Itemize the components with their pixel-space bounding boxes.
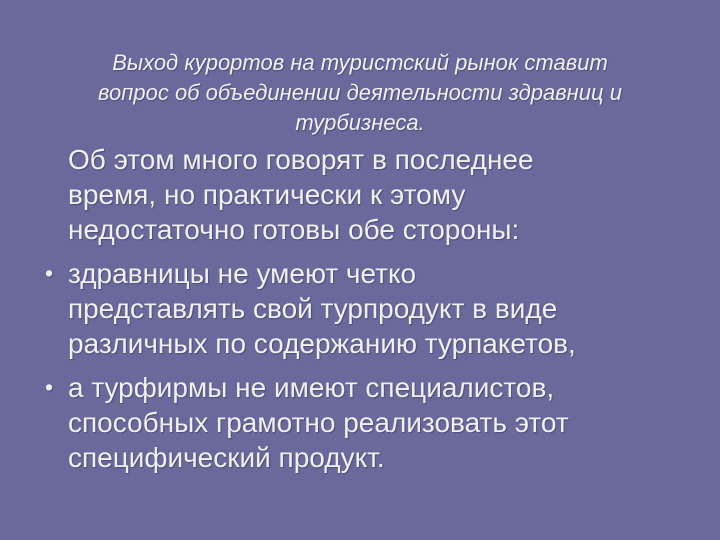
intro-line: Об этом много говорят в последнее xyxy=(68,144,534,175)
bullet-text xyxy=(68,370,690,475)
slide-title-line: турбизнеса. xyxy=(295,110,425,135)
bullet-line: представлять свой турпродукт в виде xyxy=(68,293,558,324)
intro-line: недостаточно готовы обе стороны: xyxy=(68,214,520,245)
bullet-item xyxy=(40,256,690,361)
bullet-line: специфический продукт. xyxy=(68,442,385,473)
bullet-marker-icon: • xyxy=(45,374,54,400)
bullet-line: а турфирмы не имеют специалистов, xyxy=(68,372,555,403)
bullet-text xyxy=(68,256,690,361)
slide-body xyxy=(40,142,690,475)
intro-line: время, но практически к этому xyxy=(68,179,466,210)
bullet-line: здравницы не умеют четко xyxy=(68,258,417,289)
bullet-item xyxy=(40,370,690,475)
bullet-marker-icon: • xyxy=(45,260,54,286)
bullet-line: различных по содержанию турпакетов, xyxy=(68,328,576,359)
intro-paragraph xyxy=(40,142,690,247)
slide-title-line: вопрос об объединении деятельности здравниц и xyxy=(98,80,622,105)
slide-title xyxy=(40,48,680,138)
slide-title-line: Выход курортов на туристский рынок ставит xyxy=(112,50,608,75)
bullet-line: способных грамотно реализовать этот xyxy=(68,407,569,438)
